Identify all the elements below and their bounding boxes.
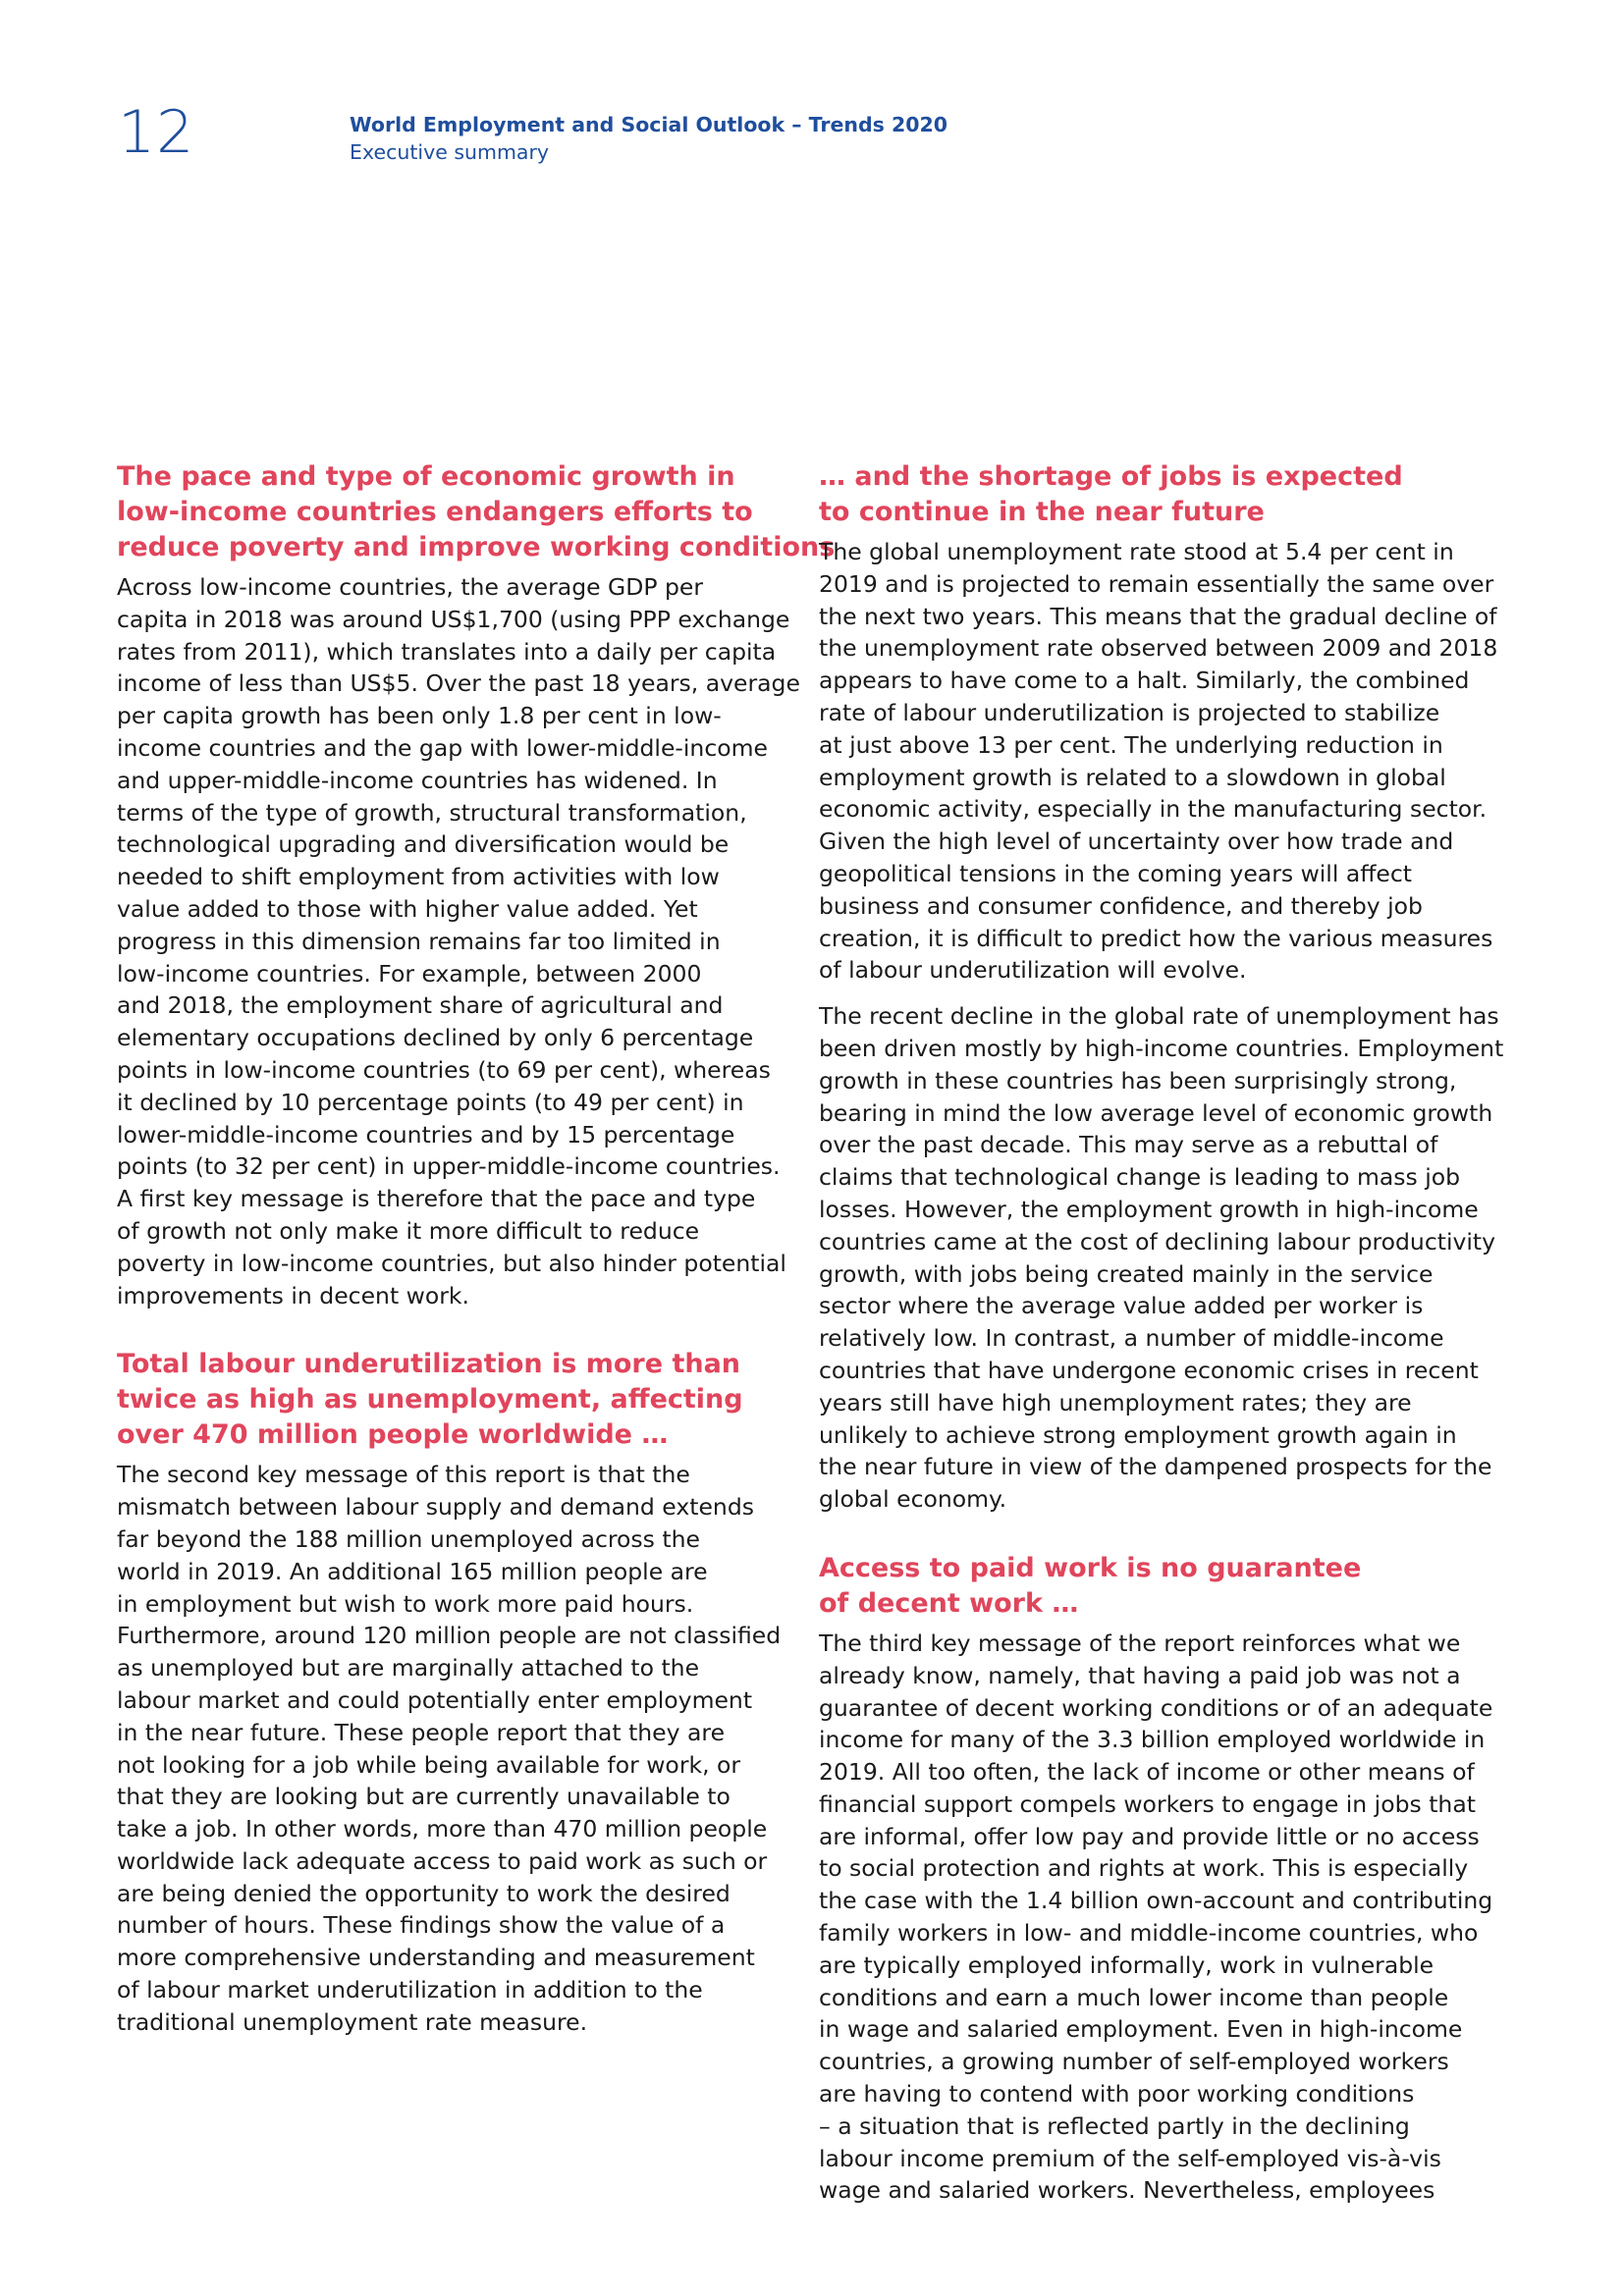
text-line: capita in 2018 was around US$1,700 (using PPP exchange [117, 605, 790, 633]
heading-paid-work-decent-work [819, 1551, 1496, 1622]
text-line: A first key message is therefore that the pace and type [117, 1185, 756, 1213]
text-line: progress in this dimension remains far too limited in [117, 927, 721, 955]
text-line: years still have high unemployment rates; they are [819, 1388, 1412, 1416]
text-line: sector where the average value added per worker is [819, 1292, 1424, 1320]
text-line: improvements in decent work. [117, 1281, 469, 1309]
text-line: per capita growth has been only 1.8 per cent in low- [117, 702, 722, 730]
text-line: are being denied the opportunity to work the desired [117, 1879, 731, 1907]
text-line: countries that have undergone economic crises in recent [819, 1356, 1479, 1384]
text-line: traditional unemployment rate measure. [117, 2007, 588, 2036]
text-line: been driven mostly by high-income countries. Employment [819, 1034, 1504, 1062]
text-line: and upper-middle-income countries has widened. In [117, 766, 718, 794]
text-line: the unemployment rate observed between 2009 and 2018 [819, 634, 1498, 663]
text-line: elementary occupations declined by only 6 percentage [117, 1024, 754, 1052]
heading-shortage-of-jobs [819, 459, 1496, 530]
text-line: poverty in low-income countries, but also hinder potential [117, 1249, 786, 1277]
report-title: World Employment and Social Outlook – Trends 2020 [350, 113, 948, 136]
text-line: Total labour underutilization is more than [117, 1349, 741, 1380]
text-line: not looking for a job while being available for work, or [117, 1750, 741, 1779]
text-line: as unemployed but are marginally attached to the [117, 1654, 700, 1682]
text-line: far beyond the 188 million unemployed across the [117, 1524, 700, 1553]
text-line: … and the shortage of jobs is expected [819, 461, 1403, 492]
text-line: points in low-income countries (to 69 per cent), whereas [117, 1055, 771, 1084]
text-line: take a job. In other words, more than 470 million people [117, 1815, 768, 1843]
text-line: reduce poverty and improve working conditions [117, 532, 836, 562]
text-line: the next two years. This means that the gradual decline of [819, 602, 1497, 630]
text-line: worldwide lack adequate access to paid work as such or [117, 1846, 768, 1875]
text-line: terms of the type of growth, structural transformation, [117, 798, 747, 827]
text-line: The third key message of the report reinforces what we [819, 1629, 1461, 1657]
text-line: that they are looking but are currently unavailable to [117, 1783, 731, 1811]
text-line: – a situation that is reflected partly in the declining [819, 2111, 1410, 2140]
text-line: The recent decline in the global rate of unemployment has [819, 1002, 1499, 1031]
text-line: unlikely to achieve strong employment growth again in [819, 1420, 1457, 1449]
text-line: Given the high level of uncertainty over how trade and [819, 828, 1454, 856]
running-header [350, 111, 947, 166]
text-line: growth, with jobs being created mainly in the service [819, 1259, 1434, 1288]
text-line: lower-middle-income countries and by 15 percentage [117, 1120, 735, 1148]
paragraph-recent-decline [819, 1000, 1504, 1516]
text-line: are having to contend with poor working conditions [819, 2080, 1415, 2109]
text-line: The second key message of this report is that the [117, 1461, 690, 1489]
text-line: labour market and could potentially enter employment [117, 1685, 753, 1714]
text-line: in the near future. These people report that they are [117, 1718, 726, 1746]
text-line: labour income premium of the self-employed vis-à-vis [819, 2144, 1441, 2172]
text-line: number of hours. These findings show the value of a [117, 1911, 726, 1940]
text-line: Across low-income countries, the average GDP per [117, 573, 704, 601]
text-line: 2019. All too often, the lack of income or other means of [819, 1758, 1475, 1787]
text-line: technological upgrading and diversification would be [117, 830, 730, 859]
text-line: are typically employed informally, work in vulnerable [819, 1950, 1435, 1979]
text-line: income of less than US$5. Over the past 18 years, average [117, 669, 800, 698]
text-line: claims that technological change is leading to mass job [819, 1163, 1461, 1192]
text-line: more comprehensive understanding and measurement [117, 1944, 755, 1972]
text-line: and 2018, the employment share of agricultural and [117, 991, 724, 1020]
text-line: rate of labour underutilization is projected to stabilize [819, 698, 1440, 726]
text-line: rates from 2011), which translates into a daily per capita [117, 637, 777, 666]
text-line: employment growth is related to a slowdown in global [819, 763, 1446, 791]
text-line: the near future in view of the dampened prospects for the [819, 1453, 1492, 1481]
text-line: of labour underutilization will evolve. [819, 956, 1247, 985]
heading-labour-underutilization [117, 1347, 785, 1453]
text-line: geopolitical tensions in the coming years will affect [819, 859, 1413, 887]
text-line: relatively low. In contrast, a number of middle-income [819, 1324, 1444, 1353]
text-line: the case with the 1.4 billion own-account and contributing [819, 1887, 1493, 1915]
text-line: to continue in the near future [819, 497, 1265, 527]
text-line: are informal, offer low pay and provide little or no access [819, 1822, 1480, 1850]
text-line: in employment but wish to work more paid hours. [117, 1589, 694, 1618]
text-line: over 470 million people worldwide … [117, 1419, 669, 1451]
text-line: business and consumer confidence, and thereby job [819, 891, 1423, 920]
text-line: to social protection and rights at work. This is especially [819, 1854, 1469, 1883]
text-line: mismatch between labour supply and demand extends [117, 1493, 754, 1522]
text-line: income for many of the 3.3 billion employed worldwide in [819, 1726, 1486, 1754]
text-line: wage and salaried workers. Nevertheless, employees [819, 2176, 1435, 2205]
text-line: family workers in low- and middle-income countries, who [819, 1919, 1479, 1948]
text-line: appears to have come to a halt. Similarly, the combined [819, 667, 1470, 695]
text-line: low-income countries. For example, between 2000 [117, 959, 702, 988]
text-line: in wage and salaried employment. Even in high-income [819, 2015, 1463, 2044]
text-line: income countries and the gap with lower-middle-income [117, 733, 768, 762]
text-line: value added to those with higher value added. Yet [117, 894, 698, 923]
text-line: 2019 and is projected to remain essentially the same over [819, 569, 1494, 598]
text-line: economic activity, especially in the manufacturing sector. [819, 795, 1488, 824]
text-line: losses. However, the employment growth in high-income [819, 1195, 1479, 1223]
text-line: Furthermore, around 120 million people are not classified [117, 1622, 782, 1650]
page-number: 12 [118, 98, 195, 167]
text-line: guarantee of decent working conditions or of an adequate [819, 1693, 1493, 1722]
paragraph-second-key-message [117, 1459, 785, 2038]
text-line: of growth not only make it more difficult to reduce [117, 1216, 700, 1245]
text-line: conditions and earn a much lower income than people [819, 1983, 1449, 2011]
paragraph-low-income-growth [117, 571, 800, 1311]
text-line: twice as high as unemployment, affecting [117, 1384, 743, 1415]
paragraph-third-key-message [819, 1628, 1496, 2207]
text-line: low-income countries endangers efforts to [117, 497, 753, 527]
text-line: The pace and type of economic growth in [117, 461, 735, 492]
paragraph-global-unemployment [819, 536, 1496, 987]
text-line: it declined by 10 percentage points (to 49 per cent) in [117, 1088, 744, 1116]
right-column [819, 459, 1504, 2207]
section-label: Executive summary [350, 140, 550, 164]
text-line: The global unemployment rate stood at 5.4 per cent in [819, 538, 1454, 565]
text-line: already know, namely, that having a paid job was not a [819, 1661, 1461, 1689]
text-line: creation, it is difficult to predict how the various measures [819, 924, 1493, 952]
text-line: at just above 13 per cent. The underlying reduction in [819, 730, 1443, 759]
text-line: points (to 32 per cent) in upper-middle-income countries. [117, 1152, 781, 1181]
text-line: growth in these countries has been surprisingly strong, [819, 1066, 1457, 1095]
text-line: of decent work … [819, 1587, 1079, 1619]
left-column [117, 459, 836, 2039]
text-line: countries, a growing number of self-employed workers [819, 2048, 1449, 2076]
text-line: world in 2019. An additional 165 million people are [117, 1557, 708, 1585]
text-line: Access to paid work is no guarantee [819, 1552, 1362, 1583]
text-line: needed to shift employment from activities with low [117, 863, 720, 891]
heading-economic-growth [117, 459, 836, 565]
text-line: bearing in mind the low average level of economic growth [819, 1098, 1493, 1127]
text-line: financial support compels workers to engage in jobs that [819, 1789, 1476, 1818]
text-line: over the past decade. This may serve as a rebuttal of [819, 1131, 1438, 1159]
text-line: of labour market underutilization in addition to the [117, 1976, 703, 2004]
text-line: countries came at the cost of declining labour productivity [819, 1227, 1496, 1255]
text-line: global economy. [819, 1485, 1007, 1514]
